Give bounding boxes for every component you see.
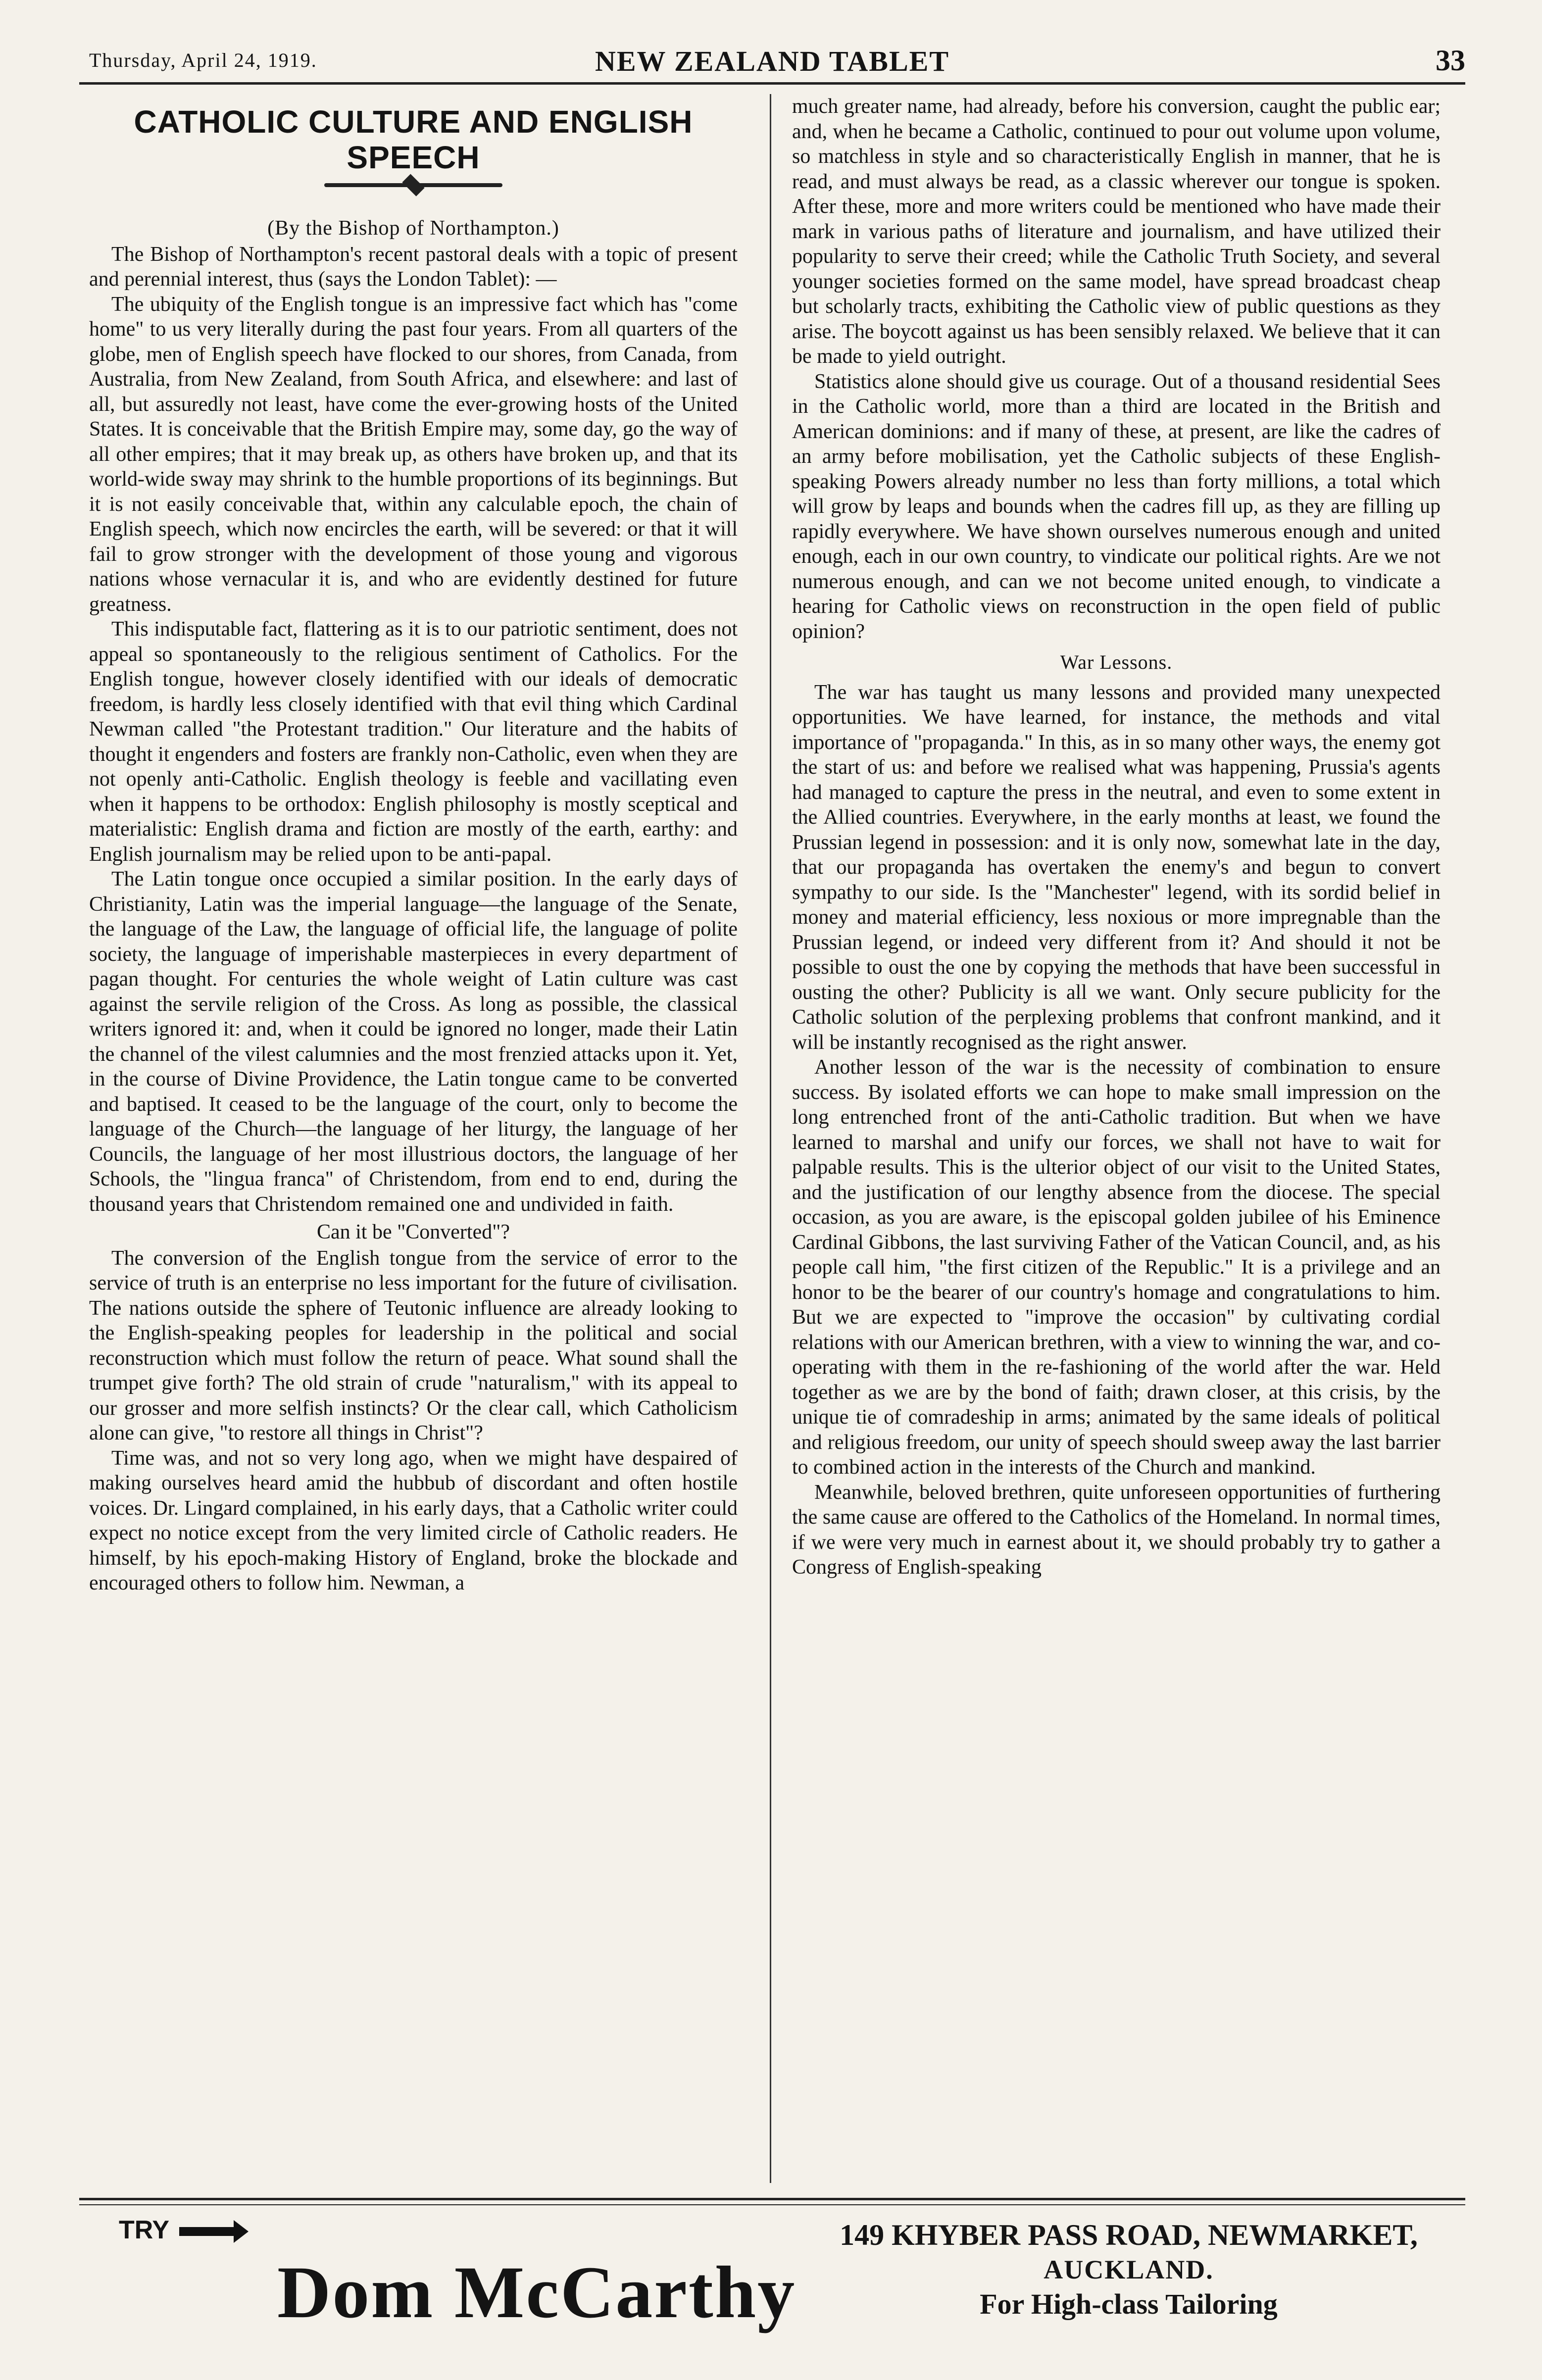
advert-city: AUCKLAND. bbox=[1044, 2255, 1214, 2284]
subheading-converted: Can it be "Converted"? bbox=[316, 1221, 510, 1243]
paragraph: Time was, and not so very long ago, when we might have despaired of making ourselves heard amid the hubbub of discordant and often hostile voices. Dr. Lingard complained, in his early days, that a Catholic writer could expect no notice except from the very limited circle of Catholic readers. He himself, by his epoch-making History of England, broke the blockade and encouraged others to follow him. Newman, a bbox=[89, 1446, 738, 1594]
advert-tagline: For High-class Tailoring bbox=[980, 2288, 1278, 2320]
advert-address-block bbox=[807, 2218, 1450, 2322]
paragraph: The ubiquity of the English tongue is an impressive fact which has "come home" to us very literally during the past four years. From all quarters of the globe, men of English speech have flocked to our shores, from Canada, from Australia, from New Zealand, from South Africa, and elsewhere: and last of all, but assuredly not least, have come the ever-growing hosts of the United States. It is conceivable that the British Empire may, some day, go the way of all other empires; that it may break up, as others have broken up, and that its world-wide sway may shrink to the humble proportions of its beginnings. But it is not easily conceivable that, within any calculable epoch, the chain of English speech, which now encircles the earth, will be severed: or that it will fail to grow stronger with the development of those young and vigorous nations whose vernacular it is, and who are evidently destined for future greatness. bbox=[89, 293, 738, 616]
paragraph: The war has taught us many lessons and provided many unexpected opportunities. We have learned, for instance, the methods and vital importance of "propaganda." In this, as in so many other ways, the enemy got the start of us: and before we realised what was happening, Prussia's agents had managed to capture the press in the neutral, and even to some extent in the Allied countries. Everywhere, in the early months at least, we found the Prussian legend in possession: and it is only now, somewhat late in the day, that our propaganda has overtaken the enemy's and begun to convert sympathy to our side. Is the "Manchester" legend, with its sordid belief in money and material efficiency, less noxious or more impregnable than the Prussian legend, or indeed very different from it? And should it not be possible to oust the one by copying the methods that have been successful in ousting the other? Publicity is all we want. Only secure publicity for the Catholic solution of the perplexing problems that confront mankind, and it will be instantly recognised as the right answer. bbox=[792, 681, 1441, 1054]
paragraph: The Bishop of Northampton's recent pastoral deals with a topic of present and perennial interest, thus (says the London Tablet): — bbox=[89, 243, 738, 291]
paragraph: This indisputable fact, flattering as it is to our patriotic sentiment, does not appeal so spontaneously to the religious sentiment of Catholics. For the English tongue, however closely identified with our ideals of democratic freedom, is hardly less closely identified with that evil thing which Cardinal Newman called "the Protestant tradition." Our literature and the habits of thought it engenders and fosters are frankly non-Catholic, even when they are not openly anti-Catholic. English theology is feeble and vacillating even when it happens to be orthodox: English philosophy is mostly sceptical and materialistic: English drama and fiction are mostly of the earth, earthy: and English journalism may be relied upon to be anti-papal. bbox=[89, 618, 738, 866]
footer-rule bbox=[79, 2198, 1465, 2205]
advert-try bbox=[119, 2215, 239, 2245]
subheading-war-lessons: War Lessons. bbox=[1060, 651, 1173, 673]
paragraph: The Latin tongue once occupied a similar position. In the early days of Christianity, Latin was the imperial language—the language of the Senate, the language of the Law, the language of official life, the language of polite society, the language of imperishable masterpieces in every department of pagan thought. For centuries the whole weight of Latin culture was cast against the servile religion of the Cross. As long as possible, the classical writers ignored it: and, when it could be ignored no longer, made their Latin the channel of the vilest calumnies and the most frenzied attacks upon it. Yet, in the course of Divine Providence, the Latin tongue came to be converted and baptised. It ceased to be the language of the court, only to become the language of the Church—the language of her liturgy, the language of her Councils, the language of her most illustrious doctors, the language of her Schools, the "lingua franca" of Christendom, from end to end, during the thousand years that Christendom remained one and undivided in faith. bbox=[89, 868, 738, 1216]
right-column bbox=[792, 94, 1441, 2183]
page-header bbox=[79, 43, 1465, 85]
advert-address: 149 KHYBER PASS ROAD, NEWMARKET, bbox=[840, 2219, 1418, 2251]
paragraph: Meanwhile, beloved brethren, quite unforeseen opportunities of furthering the same cause are offered to the Catholics of the Homeland. In normal times, if we were very much in earnest about it, we should probably try to gather a Congress of English-speaking bbox=[792, 1481, 1441, 1579]
article-byline: (By the Bishop of Northampton.) bbox=[267, 217, 559, 240]
left-column bbox=[89, 94, 738, 2183]
masthead: NEW ZEALAND TABLET bbox=[595, 45, 950, 77]
paragraph: Statistics alone should give us courage. Out of a thousand residential Sees in the Catholic world, more than a third are located in the British and American dominions: and if many of these, at present, are like the cadres of an army before mobilisation, yet the Catholic subjects of these English-speaking Powers already number no less than forty millions, a total which will grow by leaps and bounds when the cadres fill up, as they are filling up rapidly everywhere. We have shown ourselves numerous enough and united enough, each in our own country, to vindicate our political rights. Are we not numerous enough, and can we not become united enough, to vindicate a hearing for Catholic views on reconstruction in the open field of public opinion? bbox=[792, 370, 1441, 643]
title-ornament bbox=[324, 183, 502, 187]
paragraph: much greater name, had already, before his conversion, caught the public ear; and, when he became a Catholic, continued to pour out volume upon volume, so matchless in style and so characteristically English in manner, that he is read, and must always be read, as a classic wherever our tongue is spoken. After these, more and more writers could be mentioned who have made their mark in various paths of literature and journalism, and have utilized their popularity to serve their creed; while the Catholic Truth Society, and several younger societies formed on the same model, have spread broadcast cheap but scholarly tracts, exhibiting the Catholic view of public questions as they arise. The boycott against us has been sensibly relaxed. We believe that it can be made to yield outright. bbox=[792, 95, 1441, 368]
page-number: 33 bbox=[1436, 44, 1465, 77]
advert-try-label: TRY bbox=[119, 2216, 169, 2244]
paragraph: The conversion of the English tongue from the service of error to the service of truth is an enterprise no less important for the future of civilisation. The nations outside the sphere of Teutonic influence are already looking to the English-speaking peoples for leadership in the political and social reconstruction which must follow the return of peace. What sound shall the trumpet give forth? The old strain of crude "naturalism," with its appeal to our grosser and more selfish instincts? Or the clear call, which Catholicism alone can give, "to restore all things in Christ"? bbox=[89, 1246, 738, 1444]
column-divider bbox=[770, 94, 771, 2183]
advert-name: Dom McCarthy bbox=[277, 2251, 796, 2333]
arrow-icon bbox=[179, 2227, 239, 2236]
issue-date: Thursday, April 24, 1919. bbox=[89, 49, 317, 71]
paragraph: Another lesson of the war is the necessity of combination to ensure success. By isolated efforts we can hope to make small impression on the long entrenched front of the anti-Catholic tradition. But when we have learned to marshal and unify our forces, we shall not have to wait for palpable results. This is the ulterior object of our visit to the United States, and the justification of our lengthy absence from the diocese. The special occasion, as you are aware, is the episcopal golden jubilee of his Eminence Cardinal Gibbons, the last surviving Father of the Vatican Council, and, as his people call him, "the first citizen of the Republic." It is a privilege and an honor to be the bearer of our country's homage and congratulations to him. But we are expected to "improve the occasion" by cultivating cordial relations with our American brethren, with a view to winning the war, and co-operating with them in the re-fashioning of the world after the war. Held together as we are by the bond of faith; drawn closer, at this crisis, by the unique tie of comradeship in arms; animated by the same ideals of political and religious freedom, our unity of speech should sweep away the last barrier to combined action in the interests of the Church and mankind. bbox=[792, 1056, 1441, 1479]
article-title: CATHOLIC CULTURE AND ENGLISH SPEECH bbox=[134, 104, 693, 175]
